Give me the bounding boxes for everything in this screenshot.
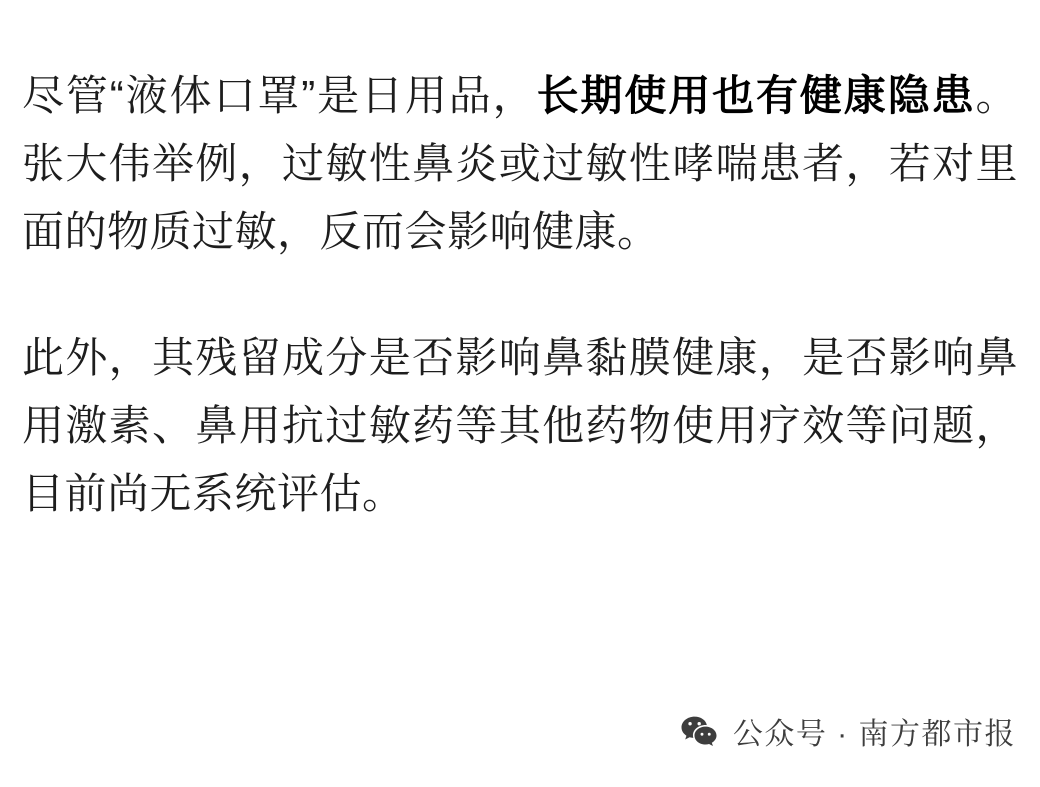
paragraph-1-lead: 尽管“液体口罩”是日用品， (22, 72, 537, 119)
paragraph-2-lead: 此外，其残留成分是否影响鼻黏膜健康，是否影响鼻用激素、鼻用抗过敏药等其他药物使用疗效等问题，目前尚无系统评估。 (22, 334, 1018, 518)
paragraph-1 (22, 62, 1018, 266)
footer-text: 公众号 · 南方都市报 (732, 718, 1016, 751)
paragraph-2 (22, 324, 1018, 528)
paragraph-1-rest: 。张大伟举例，过敏性鼻炎或过敏性哮喘患者，若对里面的物质过敏，反而会影响健康。 (22, 72, 1018, 256)
paragraph-1-bold: 长期使用也有健康隐患 (536, 72, 976, 119)
footer-attribution (679, 709, 1016, 753)
wechat-icon (679, 711, 719, 751)
